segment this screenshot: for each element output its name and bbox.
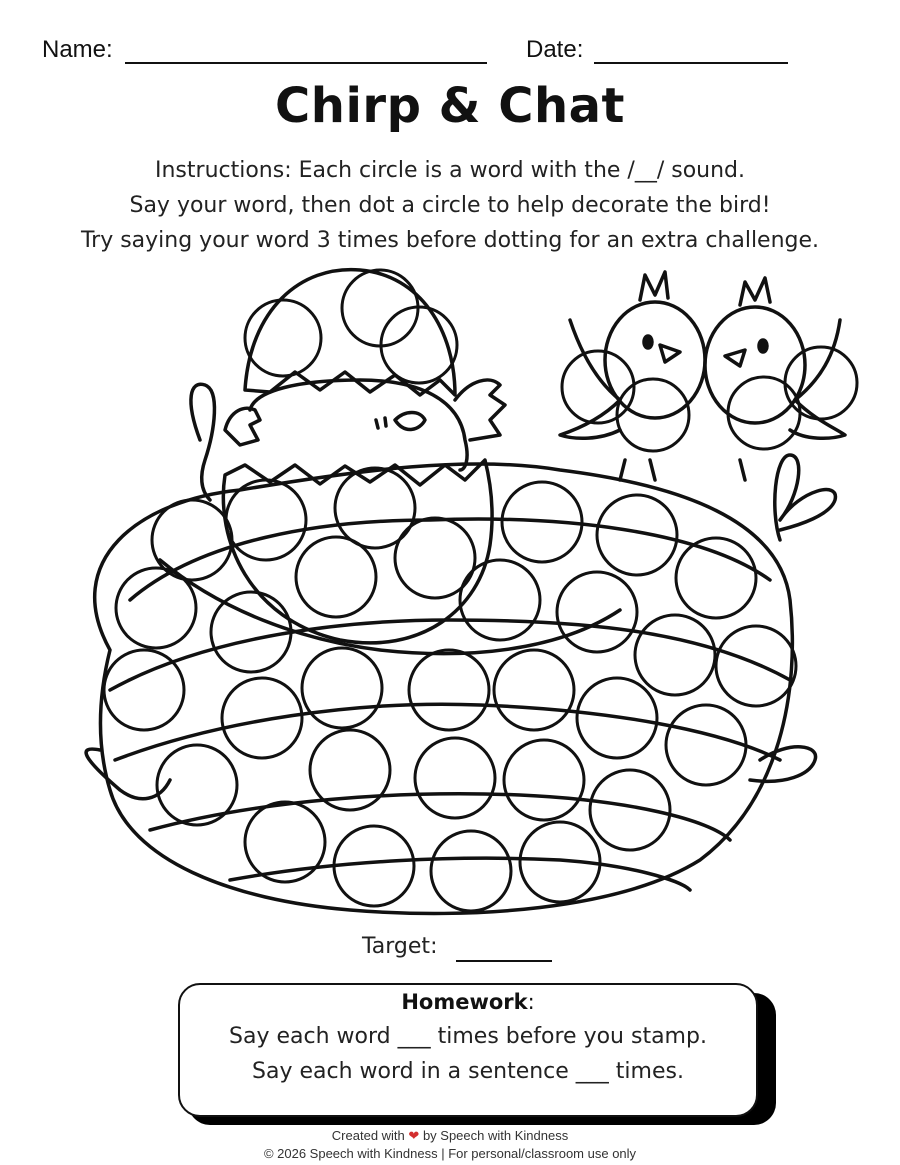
dot-circle[interactable]	[494, 650, 574, 730]
dot-circle[interactable]	[666, 705, 746, 785]
dot-circle[interactable]	[597, 495, 677, 575]
dot-circle[interactable]	[222, 678, 302, 758]
dot-circle[interactable]	[431, 831, 511, 911]
target-field[interactable]	[456, 960, 552, 962]
name-field[interactable]	[125, 62, 487, 64]
footer-credit	[0, 1128, 900, 1144]
chick-icon	[225, 380, 505, 470]
instruction-line-3: Try saying your word 3 times before dotting for an extra challenge.	[80, 228, 820, 253]
dot-circle[interactable]	[557, 572, 637, 652]
dot-circle[interactable]	[716, 626, 796, 706]
dot-circle[interactable]	[409, 650, 489, 730]
instruction-line-2: Say your word, then dot a circle to help decorate the bird!	[129, 193, 771, 218]
homework-title	[178, 990, 758, 1014]
nest-artwork	[0, 250, 900, 930]
dot-circle[interactable]	[617, 379, 689, 451]
dot-circle[interactable]	[211, 592, 291, 672]
dot-circle[interactable]	[415, 738, 495, 818]
footer-created-suffix: by Speech with Kindness	[422, 1128, 569, 1143]
dot-circle[interactable]	[785, 347, 857, 419]
dot-circle[interactable]	[302, 648, 382, 728]
bird-icon	[560, 272, 845, 480]
instruction-line-1: Instructions: Each circle is a word with the /__/ sound.	[155, 158, 745, 183]
footer-created-prefix: Created with	[331, 1128, 405, 1143]
homework-line-2: Say each word in a sentence ___ times.	[252, 1059, 684, 1084]
target-label: Target:	[362, 934, 438, 959]
dot-circle[interactable]	[728, 377, 800, 449]
homework-heading: Homework	[401, 990, 528, 1014]
dot-circle[interactable]	[104, 650, 184, 730]
dot-circle[interactable]	[226, 480, 306, 560]
dot-circle[interactable]	[676, 538, 756, 618]
dot-circle[interactable]	[296, 537, 376, 617]
footer-copyright: © 2026 Speech with Kindness | For personal/classroom use only	[263, 1146, 637, 1161]
nest-icon	[86, 384, 835, 913]
dot-circle[interactable]	[562, 351, 634, 423]
date-field[interactable]	[594, 62, 788, 64]
name-label: Name:	[42, 36, 113, 63]
date-label: Date:	[526, 36, 584, 63]
homework-colon: :	[527, 990, 535, 1014]
page-title: Chirp & Chat	[275, 78, 625, 134]
dot-circle[interactable]	[504, 740, 584, 820]
heart-icon: ❤	[408, 1128, 420, 1143]
homework-line-1: Say each word ___ times before you stamp.	[229, 1024, 707, 1049]
dot-circle[interactable]	[635, 615, 715, 695]
dot-circle[interactable]	[460, 560, 540, 640]
